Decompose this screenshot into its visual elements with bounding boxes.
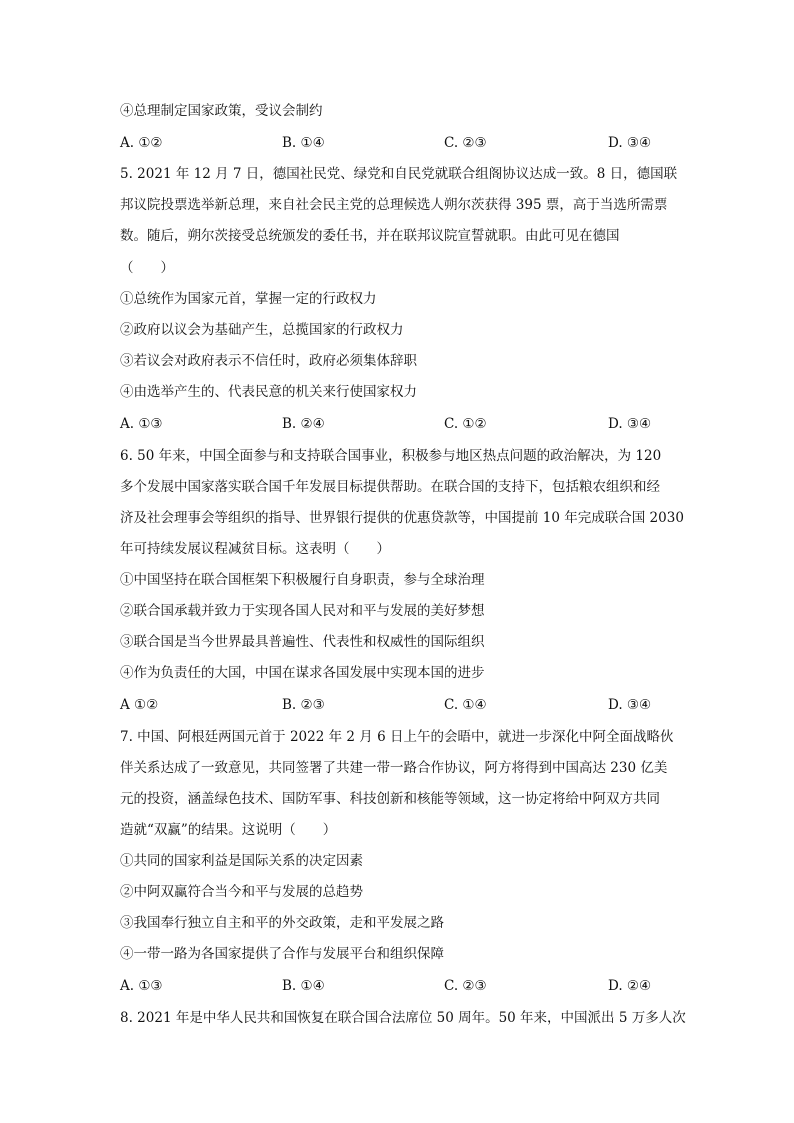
q7-option-d: D. ②④ (608, 978, 652, 994)
q6-item-2: ②联合国承载并致力于实现各国人民对和平与发展的美好梦想 (120, 603, 485, 619)
q6-stem-line-3: 济及社会理事会等组织的指导、世界银行提供的优惠贷款等，中国提前 10 年完成联合国 2030 (120, 510, 684, 526)
q7-item-2: ②中阿双赢符合当今和平与发展的总趋势 (120, 884, 363, 900)
q5-item-3: ③若议会对政府表示不信任时，政府必须集体辞职 (120, 353, 417, 369)
q5-item-1: ①总统作为国家元首，掌握一定的行政权力 (120, 291, 377, 307)
q5-option-a: A. ①③ (120, 416, 163, 432)
q5-stem-line-1: 5. 2021 年 12 月 7 日，德国社民党、绿党和自民党就联合组阁协议达成一致。8 日，德国联 (120, 166, 678, 182)
q6-stem-line-2: 多个发展中国家落实联合国千年发展目标提供帮助。在联合国的支持下，包括粮农组织和经 (120, 479, 660, 495)
q4-option-a: A. ①② (120, 135, 163, 151)
q7-option-c: C. ②③ (444, 978, 487, 994)
q7-stem-line-3: 元的投资，涵盖绿色技术、国防军事、科技创新和核能等领域，这一协定将给中阿双方共同 (120, 791, 660, 807)
q4-options (120, 133, 680, 153)
q6-option-d: D. ③④ (608, 697, 652, 713)
q8-stem-line-1: 8. 2021 年是中华人民共和国恢复在联合国合法席位 50 周年。50 年来，中国派出 5 万多人次 (120, 1010, 686, 1026)
q4-option-d: D. ③④ (608, 135, 652, 151)
q6-stem-line-1: 6. 50 年来，中国全面参与和支持联合国事业，积极参与地区热点问题的政治解决，为 120 (120, 448, 662, 464)
q7-stem-line-4: 造就“双赢”的结果。这说明（ ） (120, 822, 337, 838)
q6-option-a: A ①② (120, 697, 159, 713)
q5-item-4: ④由选举产生的、代表民意的机关来行使国家权力 (120, 384, 417, 400)
q7-options (120, 976, 680, 996)
q4-option-b: B. ①④ (282, 135, 325, 151)
q5-stem-line-3: 数。随后，朔尔茨接受总统颁发的委任书，并在联邦议院宣誓就职。由此可见在德国 (120, 228, 620, 244)
q6-option-b: B. ②③ (282, 697, 325, 713)
q5-option-b: B. ②④ (282, 416, 325, 432)
q5-options (120, 414, 680, 434)
q4-item-4: ④总理制定国家政策，受议会制约 (120, 103, 323, 119)
q7-option-b: B. ①④ (282, 978, 325, 994)
q4-option-c: C. ②③ (444, 135, 487, 151)
q6-item-1: ①中国坚持在联合国框架下积极履行自身职责，参与全球治理 (120, 572, 485, 588)
q6-option-c: C. ①④ (444, 697, 487, 713)
q6-item-3: ③联合国是当今世界最具普遍性、代表性和权威性的国际组织 (120, 634, 485, 650)
q6-stem-line-4: 年可持续发展议程减贫目标。这表明（ ） (120, 541, 390, 557)
q7-item-1: ①共同的国家利益是国际关系的决定因素 (120, 853, 363, 869)
q6-item-4: ④作为负责任的大国，中国在谋求各国发展中实现本国的进步 (120, 665, 485, 681)
q7-item-3: ③我国奉行独立自主和平的外交政策，走和平发展之路 (120, 915, 444, 931)
q5-option-c: C. ①② (444, 416, 487, 432)
q7-option-a: A. ①③ (120, 978, 163, 994)
q5-item-2: ②政府以议会为基础产生，总揽国家的行政权力 (120, 322, 404, 338)
q6-options (120, 695, 680, 715)
q7-stem-line-2: 伴关系达成了一致意见，共同签署了共建一带一路合作协议，阿方将得到中国高达 230 亿美 (120, 760, 668, 776)
q5-option-d: D. ③④ (608, 416, 652, 432)
q7-stem-line-1: 7. 中国、阿根廷两国元首于 2022 年 2 月 6 日上午的会晤中，就进一步深化中阿全面战略伙 (120, 729, 674, 745)
q5-answer-blank: （ ） (120, 260, 174, 276)
q7-item-4: ④一带一路为各国家提供了合作与发展平台和组织保障 (120, 946, 444, 962)
q5-stem-line-2: 邦议院投票选举新总理，来自社会民主党的总理候选人朔尔茨获得 395 票，高于当选所需票 (120, 197, 668, 213)
